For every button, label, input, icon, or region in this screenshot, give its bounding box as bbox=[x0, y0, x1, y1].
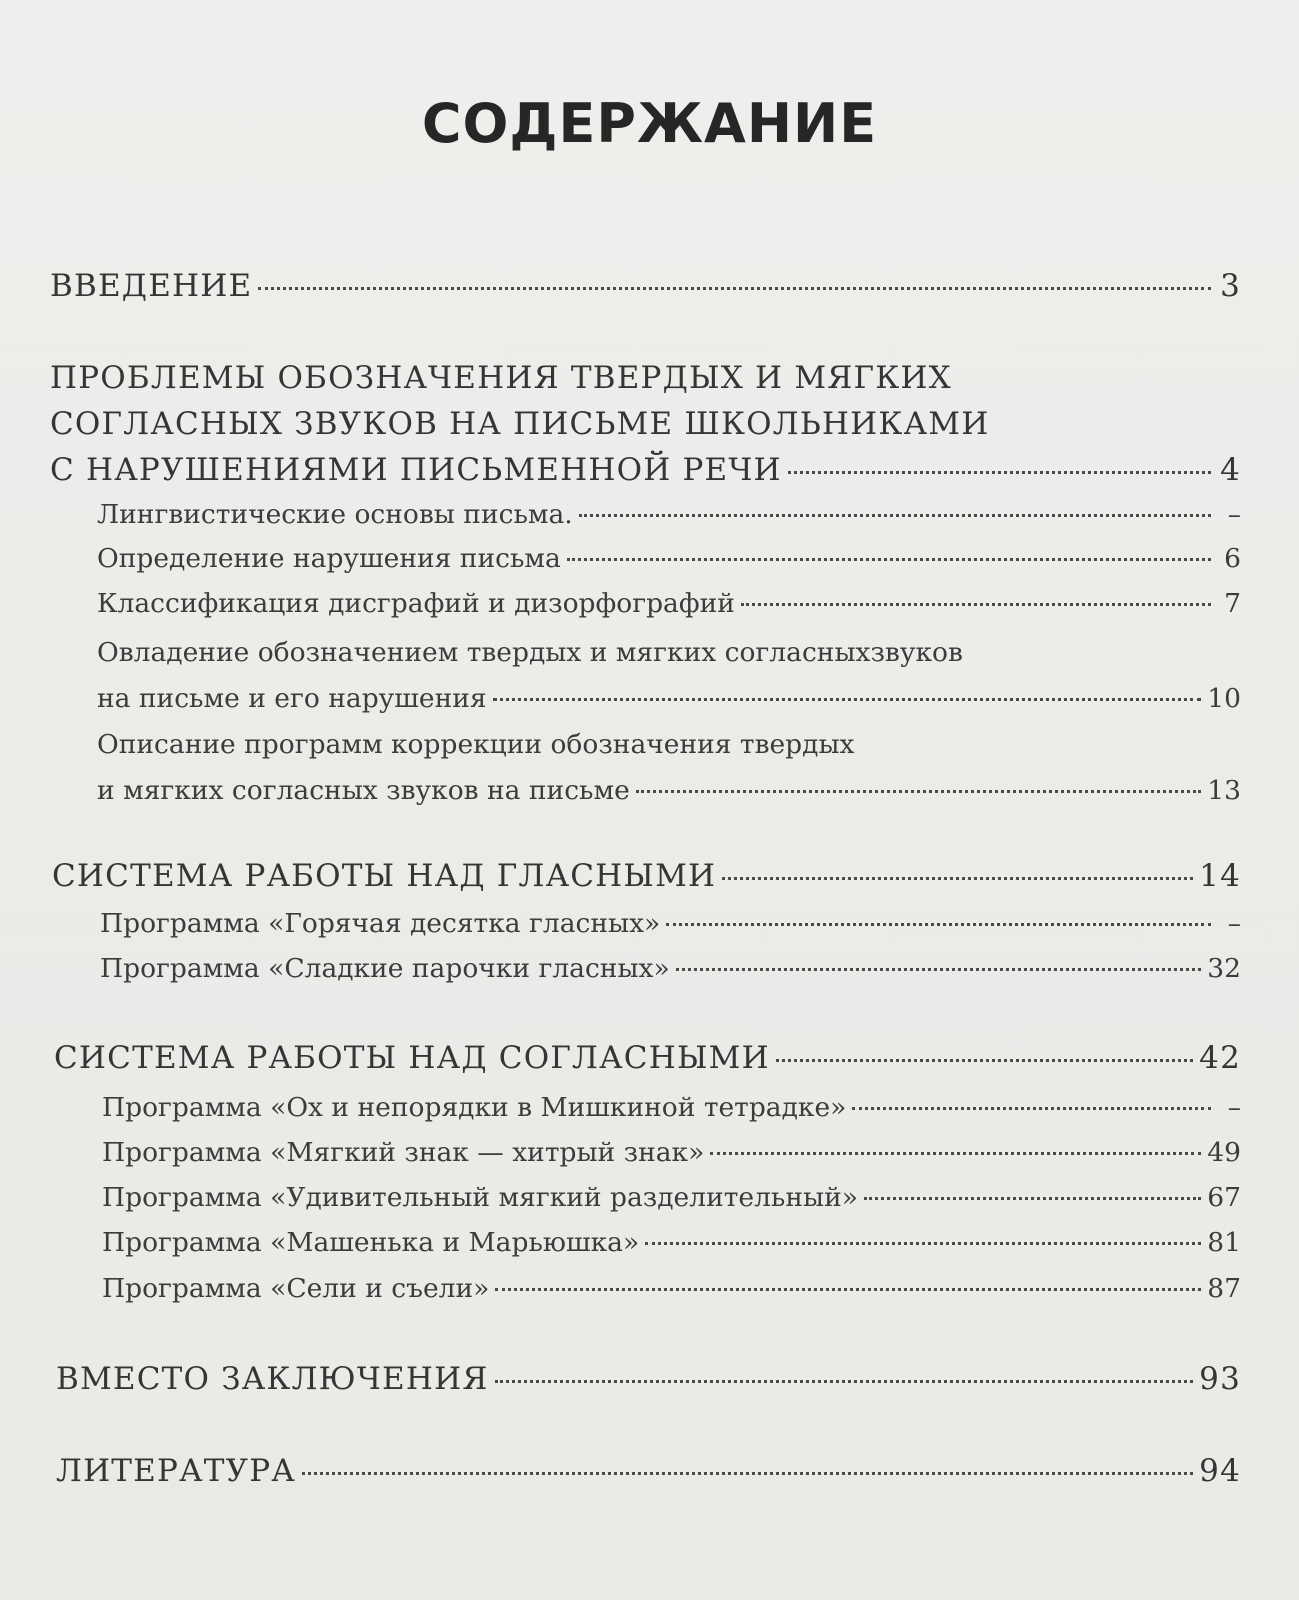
toc-entry-title: Программа «Мягкий знак — хитрый знак» bbox=[102, 1137, 705, 1168]
toc-entry-separating-soft-sign[interactable] bbox=[102, 1182, 1241, 1213]
toc-entry-mashenka[interactable] bbox=[102, 1227, 1241, 1258]
toc-page-number: 49 bbox=[1207, 1137, 1241, 1168]
toc-entry-consonants-system[interactable] bbox=[54, 1040, 1241, 1076]
toc-page-number: 94 bbox=[1199, 1453, 1241, 1489]
toc-entry-hot-ten[interactable] bbox=[100, 908, 1241, 939]
dot-leader bbox=[864, 1196, 1201, 1200]
toc-entry-seli-sieli[interactable] bbox=[102, 1273, 1241, 1304]
dot-leader bbox=[495, 1287, 1201, 1291]
toc-entry-title: С НАРУШЕНИЯМИ ПИСЬМЕННОЙ РЕЧИ bbox=[50, 452, 782, 488]
dot-leader bbox=[636, 789, 1201, 793]
dot-leader bbox=[788, 470, 1211, 474]
dot-leader bbox=[666, 922, 1211, 926]
toc-page-number: 93 bbox=[1199, 1361, 1241, 1397]
toc-entry-title: Программа «Машенька и Марьюшка» bbox=[102, 1227, 640, 1258]
toc-entry-program-description[interactable] bbox=[97, 722, 1241, 814]
toc-entry-title: Программа «Ох и непорядки в Мишкиной тетрадке» bbox=[102, 1092, 847, 1123]
toc-entry-mastery[interactable] bbox=[97, 630, 1241, 722]
toc-page-number: 10 bbox=[1207, 683, 1241, 714]
toc-page-number: 67 bbox=[1207, 1182, 1241, 1213]
toc-page-number: 87 bbox=[1207, 1273, 1241, 1304]
dot-leader bbox=[302, 1471, 1193, 1475]
toc-entry-classification[interactable] bbox=[97, 588, 1241, 619]
toc-entry-title: ВВЕДЕНИЕ bbox=[50, 268, 253, 304]
toc-entry-title-line: СОГЛАСНЫХ ЗВУКОВ НА ПИСЬМЕ ШКОЛЬНИКАМИ bbox=[50, 406, 990, 442]
toc-entry-title-line: Описание программ коррекции обозначения твердых bbox=[97, 729, 855, 760]
dot-leader bbox=[722, 876, 1193, 880]
page-title: СОДЕРЖАНИЕ bbox=[421, 92, 878, 155]
toc-page-number: – bbox=[1227, 499, 1241, 530]
toc-entry-title: и мягких согласных звуков на письме bbox=[97, 775, 630, 806]
toc-entry-title: Программа «Сели и съели» bbox=[102, 1273, 490, 1304]
toc-entry-introduction[interactable] bbox=[50, 268, 1241, 304]
toc-entry-title-line: ПРОБЛЕМЫ ОБОЗНАЧЕНИЯ ТВЕРДЫХ И МЯГКИХ bbox=[50, 360, 952, 396]
dot-leader bbox=[710, 1151, 1201, 1155]
toc-page-number: 14 bbox=[1199, 858, 1241, 894]
dot-leader bbox=[567, 557, 1211, 561]
toc-entry-title: Определение нарушения письма bbox=[97, 543, 561, 574]
dot-leader bbox=[776, 1058, 1193, 1062]
dot-leader bbox=[495, 1379, 1194, 1383]
dot-leader bbox=[852, 1106, 1211, 1110]
dot-leader bbox=[579, 513, 1211, 517]
toc-entry-problems[interactable] bbox=[50, 355, 1241, 493]
dot-leader bbox=[741, 602, 1211, 606]
toc-entry-title: Программа «Горячая десятка гласных» bbox=[100, 908, 661, 939]
toc-entry-title: Классификация дисграфий и дизорфографий bbox=[97, 588, 735, 619]
toc-page-number: 3 bbox=[1220, 268, 1241, 304]
dot-leader bbox=[258, 286, 1211, 290]
toc-entry-title: СИСТЕМА РАБОТЫ НАД ГЛАСНЫМИ bbox=[52, 858, 717, 894]
toc-entry-mishka-notebook[interactable] bbox=[102, 1092, 1241, 1123]
toc-entry-title: СИСТЕМА РАБОТЫ НАД СОГЛАСНЫМИ bbox=[54, 1040, 770, 1076]
dot-leader bbox=[676, 967, 1202, 971]
toc-entry-definition[interactable] bbox=[97, 543, 1241, 574]
toc-entry-title: Программа «Удивительный мягкий разделительный» bbox=[102, 1182, 858, 1213]
toc-entry-title-line: Овладение обозначением твердых и мягких согласныхзвуков bbox=[97, 637, 963, 668]
toc-entry-vowels-system[interactable] bbox=[52, 858, 1241, 894]
toc-entry-conclusion[interactable] bbox=[56, 1361, 1241, 1397]
toc-entry-soft-sign[interactable] bbox=[102, 1137, 1241, 1168]
toc-page-number: 4 bbox=[1220, 452, 1241, 488]
dot-leader bbox=[645, 1241, 1201, 1245]
dot-leader bbox=[493, 697, 1202, 701]
toc-entry-linguistic-basics[interactable] bbox=[97, 499, 1241, 530]
toc-entry-title: ЛИТЕРАТУРА bbox=[56, 1453, 296, 1489]
toc-page-number: 42 bbox=[1199, 1040, 1241, 1076]
toc-entry-sweet-pairs[interactable] bbox=[100, 953, 1241, 984]
toc-page-number: 13 bbox=[1207, 775, 1241, 806]
toc-entry-literature[interactable] bbox=[56, 1453, 1241, 1489]
toc-entry-title: на письме и его нарушения bbox=[97, 683, 487, 714]
toc-entry-title: ВМЕСТО ЗАКЛЮЧЕНИЯ bbox=[56, 1361, 489, 1397]
toc-page-number: 81 bbox=[1207, 1227, 1241, 1258]
toc-page-number: 32 bbox=[1207, 953, 1241, 984]
toc-page-number: 7 bbox=[1224, 588, 1241, 619]
toc-page-number: 6 bbox=[1224, 543, 1241, 574]
toc-page-number: – bbox=[1227, 908, 1241, 939]
toc-entry-title: Программа «Сладкие парочки гласных» bbox=[100, 953, 670, 984]
toc-entry-title: Лингвистические основы письма. bbox=[97, 499, 573, 530]
toc-page-number: – bbox=[1227, 1092, 1241, 1123]
